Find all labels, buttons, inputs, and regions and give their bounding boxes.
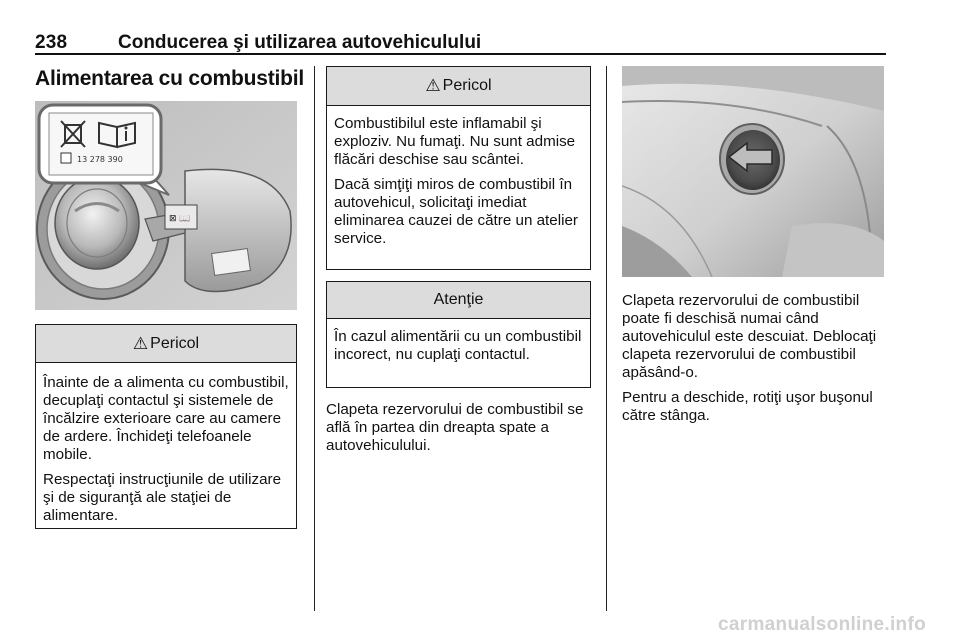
watermark: carmanualsonline.info bbox=[718, 614, 926, 635]
danger-box-2-paragraph: Dacă simţiţi miros de combustibil în autovehicul, solicitaţi imediat eliminarea cauzei de către un atelier service. bbox=[334, 176, 578, 247]
danger-box-2-paragraph: Combustibilul este inflamabil şi exploziv. Nu fumaţi. Nu sunt admise flăcări deschise sau scântei. bbox=[334, 115, 576, 168]
danger-box-1-heading: Pericol bbox=[150, 334, 200, 352]
column-divider-2 bbox=[606, 66, 607, 611]
danger-box-2-heading: Pericol bbox=[442, 77, 492, 94]
danger-box-2 bbox=[326, 66, 591, 270]
caution-box-paragraph: În cazul alimentării cu un combustibil incorect, nu cuplaţi contactul. bbox=[334, 328, 582, 363]
svg-text:⊠ 📖: ⊠ 📖 bbox=[169, 214, 191, 224]
danger-box-1-paragraph: Înainte de a alimenta cu combustibil, decuplaţi contactul şi sistemele de încălzire exterioare care au camere de ardere. Închideţi telefoanele mobile. bbox=[43, 374, 289, 463]
section-title: Alimentarea cu combustibil bbox=[35, 67, 305, 90]
danger-box-2-header bbox=[327, 67, 590, 106]
caution-box bbox=[326, 281, 591, 388]
danger-box-1-paragraph: Respectaţi instrucţiunile de utilizare şi de siguranţă ale staţiei de alimentare. bbox=[43, 471, 282, 524]
header-rule bbox=[35, 53, 886, 55]
caution-box-heading: Atenţie bbox=[433, 291, 484, 308]
page-number: 238 bbox=[35, 32, 68, 53]
caution-box-header bbox=[327, 282, 590, 319]
right-paragraph: Pentru a deschide, rotiţi uşor buşonul către stânga. bbox=[622, 389, 873, 424]
danger-box-1 bbox=[35, 324, 297, 529]
fuel-flap-instructions bbox=[622, 292, 886, 432]
fuel-flap-photo bbox=[622, 66, 884, 277]
fuel-flap-location-text bbox=[326, 401, 591, 462]
column-divider-1 bbox=[314, 66, 315, 611]
middle-paragraph: Clapeta rezervorului de combustibil se află în partea din dreapta spate a autovehiculului. bbox=[326, 401, 584, 454]
fuel-cap-illustration bbox=[35, 101, 297, 310]
warning-triangle-icon: ⚠ bbox=[425, 76, 441, 95]
label-code: 13 278 390 bbox=[77, 155, 123, 164]
right-paragraph: Clapeta rezervorului de combustibil poate fi deschisă numai când autovehiculul este descuiat. Deblocaţi clapeta rezervorului de combustibil apăsând-o. bbox=[622, 292, 877, 381]
chapter-title: Conducerea şi utilizarea autovehiculului bbox=[118, 32, 482, 53]
warning-triangle-icon: ⚠ bbox=[132, 333, 149, 353]
danger-box-1-header bbox=[36, 325, 296, 363]
